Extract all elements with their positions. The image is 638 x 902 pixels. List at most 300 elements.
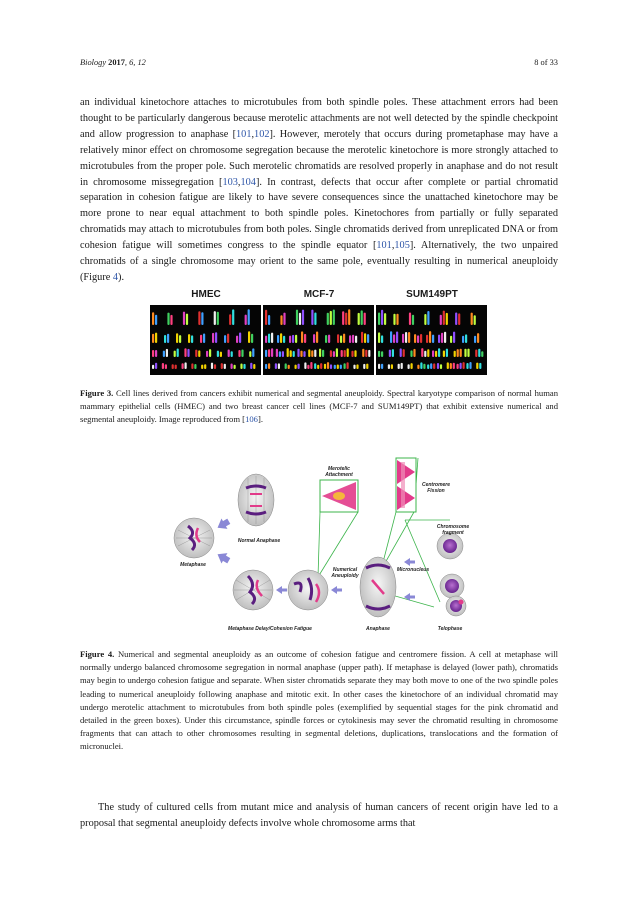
chromosome-mark — [433, 363, 435, 369]
chromosome-mark — [204, 364, 206, 369]
chromosome-mark — [410, 350, 412, 357]
chromosome-mark — [201, 312, 203, 325]
chromosome-mark — [330, 364, 332, 369]
chromosome-mark — [248, 309, 250, 325]
chromosome-mark — [279, 351, 281, 357]
chromosome-mark — [467, 349, 469, 357]
figure-4-caption: Figure 4. Numerical and segmental aneuploidy as an outcome of cohesion fatigue and centromere fission. A cell at metaphase will normally undergo balanced chromosome segregation in normal anaphase (upper path). If metaphase is delayed (lower path), chromatids may begin to undergo cohesion fatigue and separate. When sister chromatids separate they may both move to one of the two spindle poles leading to numerical aneuploidy following anaphase and mitotic exit. In other cases the kinetochore of an individual chromatid may undergo merotelic attachment to microtubules from both spindle poles (exemplified by sequential stages for the pink chromatid and detailed in the green boxes). Under this circumstance, spindle forces or cytokinesis may sever the chromatid resulting in chromosome fragments that can attach to other chromosomes resulting in segmental deletions, duplications, translocations and the formation of micronuclei. — [80, 649, 558, 752]
chromosome-mark — [356, 364, 358, 369]
chromosome-mark — [239, 333, 241, 344]
chromosome-mark — [300, 351, 302, 357]
chromosome-mark — [402, 334, 404, 343]
chromosome-mark — [417, 335, 419, 343]
chromosome-mark — [330, 311, 332, 325]
chromosome-mark — [440, 364, 442, 369]
chromosome-mark — [345, 313, 347, 325]
chromosome-mark — [368, 350, 370, 357]
chromosome-mark — [182, 363, 184, 369]
body-paragraph-1: an individual kinetochore attaches to microtubules from both spindle poles. These attachment errors had been thought to be particularly dangerous because merotelic attachments are not well detected by the spindle checkpoint and allow progression to anaphase [101,102]. However, merotely that occurs during prometaphase may have a relatively minor effect on chromosome segregation because the merotelic kinetochore is more strongly attached to microtubules from the proper pole. Such merotelic chromatids are resolved properly in anaphase and do not result in chromosome missegregation [103,104]. In contrast, defects that occur after complete or partial chromatid separation in cohesion fatigue are likely to have severe consequences since the unattached kinetochore may be more prone to near equal attachment to both spindle poles. Kinetochores from partially or fully separated chromatids may attach to microtubules from both poles. Single chromatids derived from unreplicated DNA or from cohesion fatigue will sometimes congress to the spindle equator [101,105]. Alternatively, the two unpaired chromatids of a single chromosome may orient to the same pole, eventually resulting in numerical aneuploidy (Figure 4). — [80, 97, 558, 283]
chromosome-mark — [175, 365, 177, 369]
chromosome-mark — [341, 350, 343, 357]
chromosome-mark — [165, 364, 167, 369]
chromosome-mark — [308, 349, 310, 357]
chromosome-mark — [457, 364, 459, 369]
chromosome-mark — [429, 331, 431, 343]
chromosome-mark — [184, 348, 186, 357]
chromosome-mark — [328, 335, 330, 343]
page-number: 8 of 33 — [534, 58, 558, 67]
chromosome-mark — [214, 364, 216, 369]
chromosome-mark — [396, 332, 398, 344]
chromosome-mark — [411, 363, 413, 369]
figure-3-caption: Figure 3. Cell lines derived from cancers exhibit numerical and segmental aneuploidy. Spectral karyotype comparison of normal human mammary epithelial cells (HMEC) and two breast cancer cell lines (MCF-7 and SUM149PT) that exhibit extensive numerical and segmental aneuploidy. Image reproduced from [106]. — [80, 388, 558, 425]
chromosome-mark — [340, 365, 342, 369]
chromosome-mark — [232, 309, 234, 325]
chromosome-mark — [327, 313, 329, 325]
body-paragraph-2: The study of cultured cells from mutant mice and analysis of human cancers of recent origin have led to a proposal that segmental aneuploidy defects involve whole chromosome arms that — [80, 802, 558, 829]
chromosome-mark — [440, 315, 442, 325]
karyotype-panel-hmec — [150, 305, 261, 375]
chromosome-mark — [320, 363, 322, 369]
chromosome-mark — [414, 334, 416, 343]
label-telophase: Telophase — [437, 626, 463, 632]
karyotype-panel-sum149pt — [376, 305, 487, 375]
chromosome-mark — [155, 315, 157, 325]
chromosome-mark — [289, 336, 291, 343]
chromosome-mark — [420, 334, 422, 343]
chromosome-mark — [241, 350, 243, 358]
chromosome-mark — [458, 313, 460, 325]
chromosome-mark — [288, 365, 290, 369]
chromosome-mark — [405, 332, 407, 343]
chromosome-mark — [466, 363, 468, 369]
chromosome-mark — [301, 331, 303, 343]
chromosome-mark — [447, 362, 449, 369]
chromosome-mark — [446, 313, 448, 325]
chromosome-mark — [342, 311, 344, 325]
chromosome-mark — [432, 335, 434, 343]
chromosome-mark — [212, 333, 214, 343]
chromosome-mark — [282, 351, 284, 357]
chromosome-mark — [333, 351, 335, 357]
chromosome-mark — [366, 364, 368, 369]
chromosome-mark — [396, 314, 398, 325]
chromosome-mark — [311, 310, 313, 325]
chromosome-mark — [327, 362, 329, 369]
chromosome-mark — [392, 349, 394, 357]
chromosome-mark — [163, 351, 165, 357]
chromosome-mark — [476, 363, 478, 369]
chromosome-mark — [378, 351, 380, 357]
chromosome-mark — [186, 314, 188, 325]
chromosome-mark — [152, 350, 154, 357]
chromosome-mark — [214, 311, 216, 325]
telophase-cells — [437, 533, 466, 616]
chromosome-mark — [400, 348, 402, 357]
label-chromosome-fragment: Chromosome fragment — [436, 524, 470, 536]
chromosome-mark — [206, 351, 208, 357]
chromosome-mark — [469, 362, 471, 369]
chromosome-mark — [166, 349, 168, 357]
chromosome-mark — [287, 348, 289, 357]
chromosome-mark — [322, 350, 324, 357]
chromosome-mark — [432, 350, 434, 357]
chromosome-mark — [333, 310, 335, 326]
merotelic-box — [320, 480, 358, 512]
chromosome-mark — [174, 351, 176, 357]
chromosome-mark — [268, 315, 270, 325]
chromosome-mark — [251, 334, 253, 343]
chromosome-mark — [381, 310, 383, 325]
chromosome-mark — [334, 365, 336, 369]
chromosome-mark — [295, 365, 297, 369]
chromosome-mark — [280, 315, 282, 325]
chromosome-mark — [337, 334, 339, 343]
chromosome-mark — [290, 350, 292, 357]
chromosome-mark — [450, 363, 452, 369]
label-micronucleus: Micronucleus — [396, 567, 430, 573]
chromosome-mark — [474, 336, 476, 343]
label-anaphase: Anaphase — [366, 626, 390, 632]
chromosome-mark — [460, 363, 462, 369]
chromosome-mark — [408, 332, 410, 343]
chromosome-mark — [391, 364, 393, 369]
chromosome-mark — [280, 333, 282, 343]
chromosome-mark — [430, 363, 432, 369]
chromosome-mark — [378, 332, 380, 343]
chromosome-mark — [398, 364, 400, 369]
chromosome-mark — [390, 331, 392, 343]
chromosome-mark — [453, 332, 455, 343]
chromosome-mark — [351, 351, 353, 357]
figure-4-image — [168, 452, 488, 640]
chromosome-mark — [340, 336, 342, 344]
chromosome-mark — [381, 335, 383, 343]
chromosome-mark — [228, 350, 230, 358]
label-metaphase-delay: Metaphase Delay/Cohesion Fatigue — [228, 626, 312, 632]
chromosome-mark — [155, 363, 157, 369]
chromosome-mark — [403, 349, 405, 357]
chromosome-mark — [365, 350, 367, 357]
chromosome-mark — [378, 313, 380, 326]
panel-label-hmec: HMEC — [191, 289, 221, 300]
chromosome-mark — [479, 363, 481, 369]
chromosome-mark — [170, 315, 172, 325]
running-header — [80, 58, 558, 67]
chromosome-mark — [234, 365, 236, 369]
chromosome-mark — [457, 349, 459, 357]
citation-link[interactable]: 103 — [222, 176, 238, 188]
chromosome-mark — [347, 348, 349, 357]
chromosome-mark — [238, 350, 240, 357]
chromosome-mark — [200, 335, 202, 343]
chromosome-mark — [221, 363, 223, 369]
chromosome-mark — [427, 311, 429, 325]
chromosome-mark — [227, 334, 229, 343]
chromosome-mark — [310, 362, 312, 369]
chromosome-mark — [364, 313, 366, 325]
chromosome-mark — [236, 336, 238, 343]
chromosome-mark — [325, 335, 327, 343]
chromosome-mark — [164, 335, 166, 343]
chromosome-mark — [292, 335, 294, 343]
chromosome-mark — [304, 334, 306, 343]
chromosome-mark — [298, 364, 300, 369]
chromosome-mark — [324, 364, 326, 369]
chromosome-mark — [224, 364, 226, 369]
chromosome-mark — [276, 349, 278, 357]
chromosome-mark — [191, 335, 193, 343]
chromosome-mark — [155, 350, 157, 357]
chromosome-mark — [215, 332, 217, 343]
chromosome-mark — [224, 335, 226, 343]
chromosome-mark — [413, 349, 415, 357]
chromosome-mark — [421, 348, 423, 357]
chromosome-mark — [253, 364, 255, 369]
chromosome-mark — [361, 310, 363, 325]
chromosome-mark — [450, 336, 452, 343]
chromosome-mark — [443, 311, 445, 325]
chromosome-mark — [424, 314, 426, 325]
chromosome-mark — [211, 363, 213, 369]
chromosome-mark — [152, 365, 154, 369]
chromosome-mark — [191, 363, 193, 369]
chromosome-mark — [412, 315, 414, 325]
chromosome-mark — [252, 348, 254, 357]
cohesion-fatigue-cell — [288, 570, 328, 610]
chromosome-mark — [303, 351, 305, 357]
chromosome-mark — [355, 336, 357, 343]
chromosome-mark — [268, 349, 270, 357]
chromosome-mark — [194, 364, 196, 369]
chromosome-mark — [295, 335, 297, 343]
chromosome-mark — [220, 352, 222, 357]
chromosome-mark — [278, 363, 280, 369]
chromosome-mark — [437, 363, 439, 369]
chromosome-mark — [195, 350, 197, 357]
chromosome-mark — [285, 363, 287, 369]
chromosome-mark — [446, 349, 448, 357]
chromosome-mark — [155, 333, 157, 343]
chromosome-mark — [408, 364, 410, 369]
chromosome-mark — [245, 315, 247, 325]
chromosome-mark — [378, 364, 380, 369]
chromosome-mark — [344, 350, 346, 357]
chromosome-mark — [474, 315, 476, 325]
citation-link[interactable]: 102 — [254, 128, 270, 140]
chromosome-mark — [179, 335, 181, 343]
chromosome-mark — [330, 350, 332, 357]
chromosome-mark — [311, 350, 313, 357]
chromosome-mark — [314, 350, 316, 357]
chromosome-mark — [363, 364, 365, 369]
chromosome-mark — [348, 309, 350, 325]
chromosome-mark — [435, 351, 437, 357]
chromosome-mark — [426, 335, 428, 343]
chromosome-mark — [187, 349, 189, 357]
chromosome-mark — [299, 313, 301, 325]
chromosome-mark — [283, 313, 285, 325]
chromosome-mark — [240, 364, 242, 370]
chromosome-mark — [352, 335, 354, 343]
chromosome-mark — [358, 313, 360, 325]
chromosome-mark — [401, 363, 403, 369]
chromosome-mark — [420, 362, 422, 369]
chromosome-mark — [283, 336, 285, 343]
chromosome-mark — [296, 310, 298, 325]
chromosome-mark — [268, 334, 270, 343]
chromosome-mark — [265, 350, 267, 357]
chromosome-mark — [243, 364, 245, 369]
chromosome-mark — [393, 334, 395, 343]
chromosome-mark — [349, 335, 351, 343]
chromosome-mark — [229, 314, 231, 325]
metaphase-cell — [174, 518, 214, 558]
label-numerical-aneuploidy: Numerical Aneuploidy — [331, 567, 359, 579]
chromosome-mark — [297, 349, 299, 357]
chromosome-mark — [347, 362, 349, 369]
chromosome-mark — [354, 350, 356, 357]
chromosome-mark — [249, 351, 251, 357]
label-merotelic-attachment: Merotelic Attachment — [325, 466, 353, 478]
delayed-metaphase-cell — [233, 570, 273, 610]
chromosome-mark — [481, 351, 483, 357]
chromosome-mark — [362, 349, 364, 357]
label-normal-anaphase: Normal Anaphase — [237, 538, 281, 544]
chromosome-mark — [198, 311, 200, 325]
chromosome-mark — [364, 333, 366, 343]
chromosome-mark — [336, 348, 338, 357]
chromosome-mark — [314, 363, 316, 369]
citation-link[interactable]: 101 — [376, 240, 392, 252]
chromosome-mark — [427, 349, 429, 357]
normal-anaphase-cell — [238, 474, 274, 526]
chromosome-mark — [172, 364, 174, 369]
chromosome-mark — [203, 334, 205, 344]
label-centromere-fission: Centromere Fission — [421, 482, 451, 494]
chromosome-mark — [152, 312, 154, 325]
chromosome-mark — [176, 333, 178, 343]
anaphase-cell — [360, 557, 396, 617]
chromosome-mark — [361, 332, 363, 343]
chromosome-mark — [343, 334, 345, 343]
chromosome-mark — [231, 351, 233, 357]
citation-link[interactable]: 104 — [240, 176, 256, 188]
chromosome-mark — [248, 331, 250, 343]
chromosome-mark — [478, 349, 480, 357]
chromosome-mark — [188, 334, 190, 343]
panel-label-sum149pt: SUM149PT — [406, 289, 458, 300]
chromosome-mark — [313, 334, 315, 343]
chromosome-mark — [381, 351, 383, 357]
chromosome-mark — [167, 313, 169, 325]
panel-label-mcf7: MCF-7 — [303, 289, 335, 300]
chromosome-mark — [201, 365, 203, 369]
chromosome-mark — [393, 314, 395, 325]
chromosome-mark — [409, 313, 411, 326]
chromosome-mark — [250, 363, 252, 369]
chromosome-mark — [337, 365, 339, 370]
chromosome-mark — [265, 310, 267, 325]
chromosome-mark — [417, 365, 419, 369]
chromosome-mark — [162, 363, 164, 369]
chromosome-mark — [177, 349, 179, 358]
chromosome-mark — [464, 349, 466, 357]
chromosome-mark — [381, 364, 383, 369]
chromosome-mark — [475, 350, 477, 358]
chromosome-mark — [304, 362, 306, 369]
chromosome-mark — [302, 310, 304, 325]
chromosome-mark — [231, 364, 233, 370]
chromosome-mark — [307, 365, 309, 369]
chromosome-mark — [152, 334, 154, 343]
chromosome-mark — [438, 335, 440, 343]
chromosome-mark — [217, 351, 219, 357]
chromosome-mark — [275, 363, 277, 369]
chromosome-mark — [367, 334, 369, 343]
chromosome-mark — [460, 349, 462, 357]
chromosome-mark — [209, 349, 211, 357]
label-metaphase: Metaphase — [180, 562, 206, 568]
chromosome-mark — [317, 365, 319, 369]
journal-citation: Biology 2017, 6, 12 — [80, 58, 146, 67]
chromosome-mark — [265, 364, 267, 369]
chromosome-mark — [277, 335, 279, 343]
chromosome-mark — [389, 350, 391, 357]
chromosome-mark — [465, 334, 467, 343]
chromosome-mark — [185, 362, 187, 369]
chromosome-mark — [471, 313, 473, 325]
chromosome-mark — [271, 348, 273, 357]
chromosome-mark — [454, 351, 456, 357]
mitosis-diagram — [168, 452, 488, 640]
chromosome-mark — [453, 363, 455, 369]
chromosome-mark — [427, 364, 429, 369]
chromosome-mark — [444, 332, 446, 343]
chromosome-mark — [314, 313, 316, 326]
chromosome-mark — [268, 363, 270, 369]
figure-3-image — [150, 289, 488, 377]
chromosome-mark — [443, 351, 445, 358]
chromosome-mark — [183, 312, 185, 325]
chromosome-mark — [462, 336, 464, 343]
chromosome-mark — [293, 351, 295, 357]
centromere-fission-box — [396, 458, 416, 512]
chromosome-mark — [455, 313, 457, 326]
chromosome-mark — [477, 333, 479, 343]
chromosome-mark — [438, 348, 440, 357]
chromosome-mark — [316, 332, 318, 344]
chromosome-mark — [265, 336, 267, 343]
chromosome-mark — [388, 364, 390, 369]
chromosome-mark — [423, 364, 425, 369]
chromosome-mark — [167, 334, 169, 343]
citation-link[interactable]: 105 — [394, 240, 410, 252]
chromosome-mark — [441, 333, 443, 343]
chromosome-mark — [353, 365, 355, 369]
chromosome-mark — [384, 313, 386, 325]
karyotype-panel-mcf7 — [263, 305, 374, 375]
figure-link[interactable]: 4 — [112, 271, 119, 283]
chromosome-mark — [271, 333, 273, 343]
citation-link[interactable]: 106 — [245, 414, 258, 425]
chromosome-mark — [319, 349, 321, 357]
chromosome-mark — [217, 312, 219, 325]
chromosome-mark — [424, 351, 426, 357]
chromosome-mark — [463, 362, 465, 369]
citation-link[interactable]: 101 — [236, 128, 252, 140]
chromosome-mark — [198, 350, 200, 357]
